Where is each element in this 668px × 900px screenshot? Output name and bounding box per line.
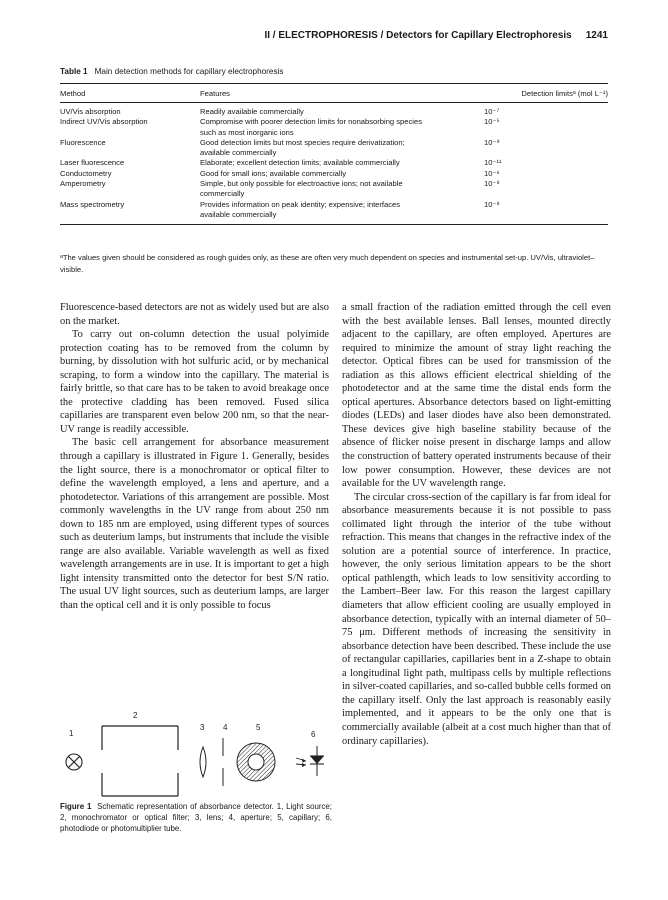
- cell-detection-limit: 10⁻⁸: [484, 179, 500, 189]
- table-body: [60, 103, 608, 224]
- figure-caption-label: Figure 1: [60, 802, 92, 811]
- body-paragraph: The circular cross-section of the capillary is far from ideal for absorbance measurements because it is not possible to pass collimated light through the interior of the tube without refraction. This means that changes in the refractive index of the solution are a potential source of interference. In practice, however, the only serious limitation appears to be the short optical pathlength, which leads to low sensitivity according to the Lambert–Beer law. For this reason the largest capillary diameters that allow efficient cooling are usually employed in absorbance detection, typically with an internal diameter of 50–75 μm. Different methods of increasing the sensitivity in absorbance detection have been described. These include the use of rectangular capillaries, capillaries bent in a Z-shape to obtain a longitudinal light path, multipass cells by multiple reflections in silver-coated capillaries, and so-called bubble cells formed on the capillary itself. Only the last approach is reasonably easily implemented, and it appears to be the only one that is commercially available (albeit at a cost much higher than that of ordinary capillaries).: [342, 491, 611, 747]
- body-paragraph: The basic cell arrangement for absorbance measurement through a capillary is illustrated in Figure 1. Generally, besides the light source, there is a monochromator or optical filter to define the wavelength employed, a lens and aperture, and a photodetector. Variations of this arrangement are possible. Most commonly wavelengths in the UV range from about 250 nm down to 185 nm are employed, using different types of sources such as deuterium lamps, but instruments that include the visible range are also available. Variable wavelength as well as fixed wavelength arrangements are in use. It is important to get a high light intensity transmitted onto the detector for best S/N ratio. The usual UV light sources, such as deuterium lamps, are larger than the optical cell and it is only possible to focus: [60, 437, 329, 612]
- feature-line: Simple, but only possible for electroactive ions; not available: [200, 179, 403, 189]
- page-number: 1241: [585, 30, 608, 41]
- feature-line: Compromise with poorer detection limits for nonabsorbing species: [200, 117, 423, 127]
- feature-line: Readily available commercially: [200, 107, 304, 116]
- cell-detection-limit: 10⁻¹¹: [484, 158, 502, 168]
- figure-caption-text: Schematic representation of absorbance detector. 1, Light source; 2, monochromator or optical filter; 3, lens; 4, aperture; 5, capillary; 6, photodiode or photomultiplier tube.: [60, 802, 332, 833]
- cell-detection-limit: 10⁻⁷: [484, 107, 500, 116]
- cell-method: Laser fluorescence: [60, 158, 125, 168]
- feature-line: available commercially: [200, 209, 277, 219]
- table-header-row: [60, 84, 608, 102]
- figure-caption: [60, 802, 332, 834]
- table-row: [60, 117, 608, 138]
- running-header: [60, 30, 608, 41]
- body-column-right: [342, 301, 611, 748]
- cell-features: [200, 200, 484, 221]
- feature-line: Good detection limits but most species require derivatization;: [200, 137, 405, 147]
- running-head-title: II / ELECTROPHORESIS / Detectors for Capillary Electrophoresis: [264, 30, 572, 41]
- table-row: [60, 107, 608, 117]
- cell-method: Indirect UV/Vis absorption: [60, 117, 148, 127]
- feature-line: available commercially: [200, 148, 277, 158]
- detection-methods-table: [60, 83, 608, 225]
- column-header-features: Features: [200, 89, 230, 98]
- table-row: [60, 158, 608, 168]
- column-header-method: Method: [60, 89, 86, 98]
- body-paragraph: a small fraction of the radiation emitted through the cell even with the best available lenses. Ball lenses, mounted directly adjacent to the capillary, are often employed. Apertures are required to minimize the amount of stray light reaching the detector. Optical fibres can be used for transmission of the radiation as this allows efficient electrical shielding of the photodetector and at the same time the distal ends form the optical apertures. Absorbance detectors based on light-emitting diodes (LEDs) and laser diodes have also been demonstrated. These devices give high baseline stability because of the absence of flicker noise present in discharge lamps and allow the construction of battery operated instruments because of their low power consumption. However, these devices are not available for the UV wavelength range.: [342, 302, 611, 490]
- figure-1-diagram: [60, 706, 332, 800]
- cell-method: Fluorescence: [60, 137, 106, 147]
- table-row: [60, 179, 608, 200]
- cell-method: Mass spectrometry: [60, 199, 125, 209]
- table-footnote: ᵃThe values given should be considered as rough guides only, as these are often very much dependent on species and instrumental set-up. UV/Vis, ultraviolet–visible.: [60, 253, 595, 274]
- figure-label-5: 5: [256, 723, 261, 732]
- cell-features: [200, 117, 484, 138]
- cell-method: Conductometry: [60, 168, 112, 178]
- body-paragraph: Fluorescence-based detectors are not as widely used but are also on the market.: [60, 302, 329, 327]
- cell-detection-limit: 10⁻⁶: [484, 168, 500, 178]
- body-paragraph: To carry out on-column detection the usual polyimide protection coating has to be removed from the column by burning, by dissolution with hot sulfuric acid, or by mechanical scraping, to form a window into the capillary. The material is fairly brittle, so that care has to be taken to avoid breakage once the protective cladding has been removed. Fused silica capillaries are transparent even below 200 nm, so that the near-UV range is readily accessible.: [60, 329, 329, 435]
- cell-features: [200, 179, 484, 200]
- table-row: [60, 169, 608, 179]
- feature-line: such as most inorganic ions: [200, 127, 294, 137]
- lens-icon: [200, 747, 206, 777]
- feature-line: commercially: [200, 189, 245, 199]
- cell-features: [200, 107, 484, 117]
- cell-detection-limit: 10⁻⁹: [484, 137, 500, 147]
- figure-label-6: 6: [311, 730, 316, 739]
- feature-line: Good for small ions; available commercially: [200, 168, 347, 178]
- capillary-icon: [237, 743, 275, 781]
- table-caption: [60, 67, 283, 76]
- table-caption-text: Main detection methods for capillary electrophoresis: [94, 67, 284, 76]
- table-label: Table 1: [60, 67, 88, 76]
- table-row: [60, 138, 608, 159]
- cell-features: [200, 138, 484, 159]
- cell-detection-limit: 10⁻⁸: [484, 199, 500, 209]
- feature-line: Elaborate; excellent detection limits; available commercially: [200, 158, 400, 168]
- cell-method: Amperometry: [60, 179, 106, 189]
- table-row: [60, 200, 608, 221]
- column-header-detection-limits: Detection limitsᵃ (mol L⁻¹): [521, 89, 608, 98]
- cell-method: UV/Vis absorption: [60, 107, 121, 116]
- figure-label-1: 1: [69, 729, 74, 738]
- figure-label-2: 2: [133, 711, 138, 720]
- cell-detection-limit: 10⁻⁵: [484, 117, 500, 127]
- figure-label-3: 3: [200, 723, 205, 732]
- body-column-left: [60, 301, 329, 613]
- monochromator-icon: [102, 726, 178, 796]
- table-bottom-rule: [60, 224, 608, 225]
- cell-features: [200, 169, 484, 179]
- cell-features: [200, 158, 484, 168]
- feature-line: Provides information on peak identity; expensive; interfaces: [200, 199, 401, 209]
- light-source-icon: [66, 754, 82, 770]
- figure-label-4: 4: [223, 723, 228, 732]
- photodiode-icon: [296, 746, 324, 776]
